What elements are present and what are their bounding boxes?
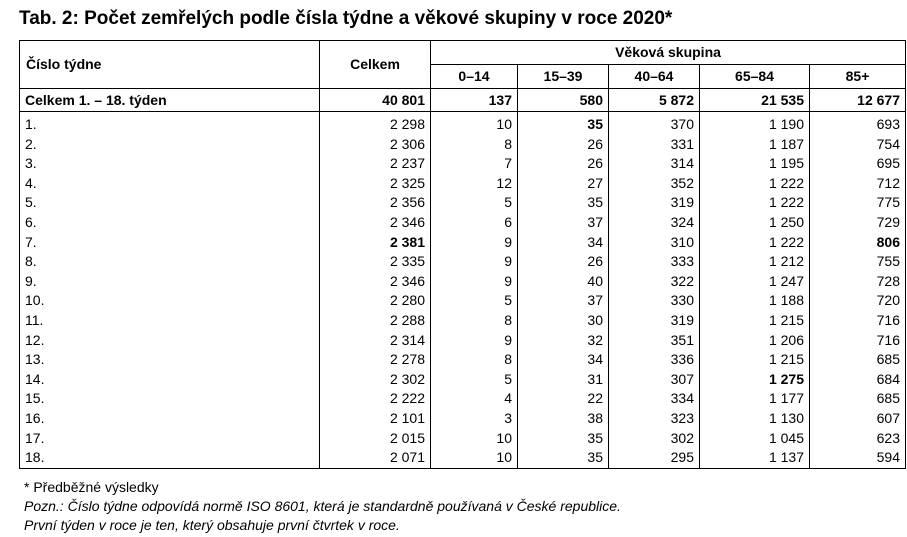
table-row: [20, 193, 906, 213]
table-row: [20, 448, 906, 468]
value-cell: 38: [518, 409, 609, 429]
header-age-65-84: 65–84: [700, 65, 810, 89]
value-cell: 2 346: [320, 213, 431, 233]
table-row: [20, 135, 906, 155]
week-cell: 5.: [20, 193, 320, 213]
value-cell: 324: [609, 213, 700, 233]
week-cell: 11.: [20, 311, 320, 331]
value-cell: 34: [518, 233, 609, 253]
value-cell: 2 314: [320, 331, 431, 351]
week-cell: 1.: [20, 115, 320, 135]
header-age-40-64: 40–64: [609, 65, 700, 89]
value-cell: 2 288: [320, 311, 431, 331]
value-cell: 302: [609, 429, 700, 449]
value-cell: 594: [810, 448, 906, 468]
value-cell: 27: [518, 174, 609, 194]
value-cell: 720: [810, 291, 906, 311]
value-cell: 1 222: [700, 233, 810, 253]
value-cell: 2 298: [320, 115, 431, 135]
value-cell: 295: [609, 448, 700, 468]
table-row: [20, 154, 906, 174]
value-cell: 1 215: [700, 350, 810, 370]
value-cell: 2 306: [320, 135, 431, 155]
value-cell: 9: [431, 252, 518, 272]
value-cell: 693: [810, 115, 906, 135]
value-cell: 2 071: [320, 448, 431, 468]
week-cell: 10.: [20, 291, 320, 311]
header-age-85plus: 85+: [810, 65, 906, 89]
value-cell: 728: [810, 272, 906, 292]
total-cell: 21 535: [700, 89, 810, 112]
value-cell: 35: [518, 429, 609, 449]
week-cell: 4.: [20, 174, 320, 194]
value-cell: 10: [431, 115, 518, 135]
value-cell: 685: [810, 350, 906, 370]
footnote: * Předběžné výsledky: [24, 479, 159, 495]
value-cell: 37: [518, 291, 609, 311]
value-cell: 331: [609, 135, 700, 155]
value-cell: 3: [431, 409, 518, 429]
value-cell: 26: [518, 135, 609, 155]
week-cell: 18.: [20, 448, 320, 468]
value-cell: 8: [431, 350, 518, 370]
table-row: [20, 429, 906, 449]
value-cell: 729: [810, 213, 906, 233]
value-cell: 5: [431, 291, 518, 311]
value-cell: 1 195: [700, 154, 810, 174]
value-cell: 2 335: [320, 252, 431, 272]
week-cell: 3.: [20, 154, 320, 174]
table-row: [20, 213, 906, 233]
week-cell: 7.: [20, 233, 320, 253]
value-cell: 26: [518, 252, 609, 272]
table-row: [20, 233, 906, 253]
value-cell: 2 101: [320, 409, 431, 429]
header-age-group: Věková skupina: [431, 41, 906, 65]
total-cell: 40 801: [320, 89, 431, 112]
week-cell: 13.: [20, 350, 320, 370]
header-age-15-39: 15–39: [518, 65, 609, 89]
value-cell: 34: [518, 350, 609, 370]
value-cell: 351: [609, 331, 700, 351]
week-cell: 16.: [20, 409, 320, 429]
deaths-table: [19, 40, 906, 469]
total-row: [20, 89, 906, 112]
value-cell: 695: [810, 154, 906, 174]
value-cell: 2 356: [320, 193, 431, 213]
value-cell: 685: [810, 389, 906, 409]
week-cell: 15.: [20, 389, 320, 409]
value-cell: 2 325: [320, 174, 431, 194]
value-cell: 1 187: [700, 135, 810, 155]
value-cell: 12: [431, 174, 518, 194]
value-cell: 2 302: [320, 370, 431, 390]
value-cell: 5: [431, 370, 518, 390]
notes: [24, 478, 621, 535]
table-body: [20, 112, 906, 469]
table-row: [20, 350, 906, 370]
value-cell: 2 346: [320, 272, 431, 292]
value-cell: 623: [810, 429, 906, 449]
table-row: [20, 331, 906, 351]
table-row: [20, 252, 906, 272]
total-cell: 580: [518, 89, 609, 112]
value-cell: 2 280: [320, 291, 431, 311]
note-line-2: První týden v roce je ten, který obsahuje první čtvrtek v roce.: [24, 517, 400, 533]
value-cell: 323: [609, 409, 700, 429]
value-cell: 8: [431, 135, 518, 155]
value-cell: 333: [609, 252, 700, 272]
value-cell: 712: [810, 174, 906, 194]
value-cell: 607: [810, 409, 906, 429]
value-cell: 1 215: [700, 311, 810, 331]
value-cell: 35: [518, 193, 609, 213]
value-cell: 334: [609, 389, 700, 409]
week-cell: 12.: [20, 331, 320, 351]
total-cell: 12 677: [810, 89, 906, 112]
week-cell: 8.: [20, 252, 320, 272]
value-cell: 30: [518, 311, 609, 331]
value-cell: 35: [518, 115, 609, 135]
week-cell: 17.: [20, 429, 320, 449]
table-row: [20, 115, 906, 135]
total-cell: 137: [431, 89, 518, 112]
value-cell: 319: [609, 193, 700, 213]
table-row: [20, 409, 906, 429]
header-age-0-14: 0–14: [431, 65, 518, 89]
value-cell: 336: [609, 350, 700, 370]
value-cell: 352: [609, 174, 700, 194]
value-cell: 32: [518, 331, 609, 351]
value-cell: 684: [810, 370, 906, 390]
value-cell: 2 237: [320, 154, 431, 174]
total-label: Celkem 1. – 18. týden: [20, 89, 320, 112]
value-cell: 1 190: [700, 115, 810, 135]
table-row: [20, 389, 906, 409]
value-cell: 754: [810, 135, 906, 155]
value-cell: 9: [431, 272, 518, 292]
value-cell: 716: [810, 331, 906, 351]
value-cell: 319: [609, 311, 700, 331]
value-cell: 330: [609, 291, 700, 311]
value-cell: 2 015: [320, 429, 431, 449]
value-cell: 1 177: [700, 389, 810, 409]
week-cell: 6.: [20, 213, 320, 233]
table-row: [20, 370, 906, 390]
table-title: Tab. 2: Počet zemřelých podle čísla týdne a věkové skupiny v roce 2020*: [19, 8, 673, 29]
value-cell: 26: [518, 154, 609, 174]
table-row: [20, 272, 906, 292]
value-cell: 755: [810, 252, 906, 272]
value-cell: 40: [518, 272, 609, 292]
value-cell: 2 278: [320, 350, 431, 370]
table-row: [20, 291, 906, 311]
value-cell: 2 381: [320, 233, 431, 253]
value-cell: 9: [431, 331, 518, 351]
value-cell: 322: [609, 272, 700, 292]
value-cell: 1 222: [700, 193, 810, 213]
value-cell: 716: [810, 311, 906, 331]
value-cell: 314: [609, 154, 700, 174]
value-cell: 6: [431, 213, 518, 233]
week-cell: 2.: [20, 135, 320, 155]
total-cell: 5 872: [609, 89, 700, 112]
value-cell: 7: [431, 154, 518, 174]
value-cell: 22: [518, 389, 609, 409]
value-cell: 1 206: [700, 331, 810, 351]
header-total: Celkem: [320, 41, 431, 89]
table-row: [20, 174, 906, 194]
value-cell: 37: [518, 213, 609, 233]
value-cell: 5: [431, 193, 518, 213]
value-cell: 307: [609, 370, 700, 390]
value-cell: 806: [810, 233, 906, 253]
week-cell: 9.: [20, 272, 320, 292]
value-cell: 1 222: [700, 174, 810, 194]
value-cell: 4: [431, 389, 518, 409]
note-line-1: Pozn.: Číslo týdne odpovídá normě ISO 8601, která je standardně používaná v České republice.: [24, 498, 621, 514]
value-cell: 1 212: [700, 252, 810, 272]
value-cell: 8: [431, 311, 518, 331]
value-cell: 9: [431, 233, 518, 253]
value-cell: 31: [518, 370, 609, 390]
week-cell: 14.: [20, 370, 320, 390]
value-cell: 35: [518, 448, 609, 468]
value-cell: 10: [431, 448, 518, 468]
value-cell: 1 137: [700, 448, 810, 468]
value-cell: 310: [609, 233, 700, 253]
header-week: Číslo týdne: [20, 41, 320, 89]
value-cell: 2 222: [320, 389, 431, 409]
table-row: [20, 311, 906, 331]
table-header: [20, 41, 906, 89]
value-cell: 1 250: [700, 213, 810, 233]
value-cell: 10: [431, 429, 518, 449]
value-cell: 1 045: [700, 429, 810, 449]
value-cell: 1 275: [700, 370, 810, 390]
value-cell: 1 188: [700, 291, 810, 311]
value-cell: 1 130: [700, 409, 810, 429]
value-cell: 775: [810, 193, 906, 213]
value-cell: 1 247: [700, 272, 810, 292]
value-cell: 370: [609, 115, 700, 135]
